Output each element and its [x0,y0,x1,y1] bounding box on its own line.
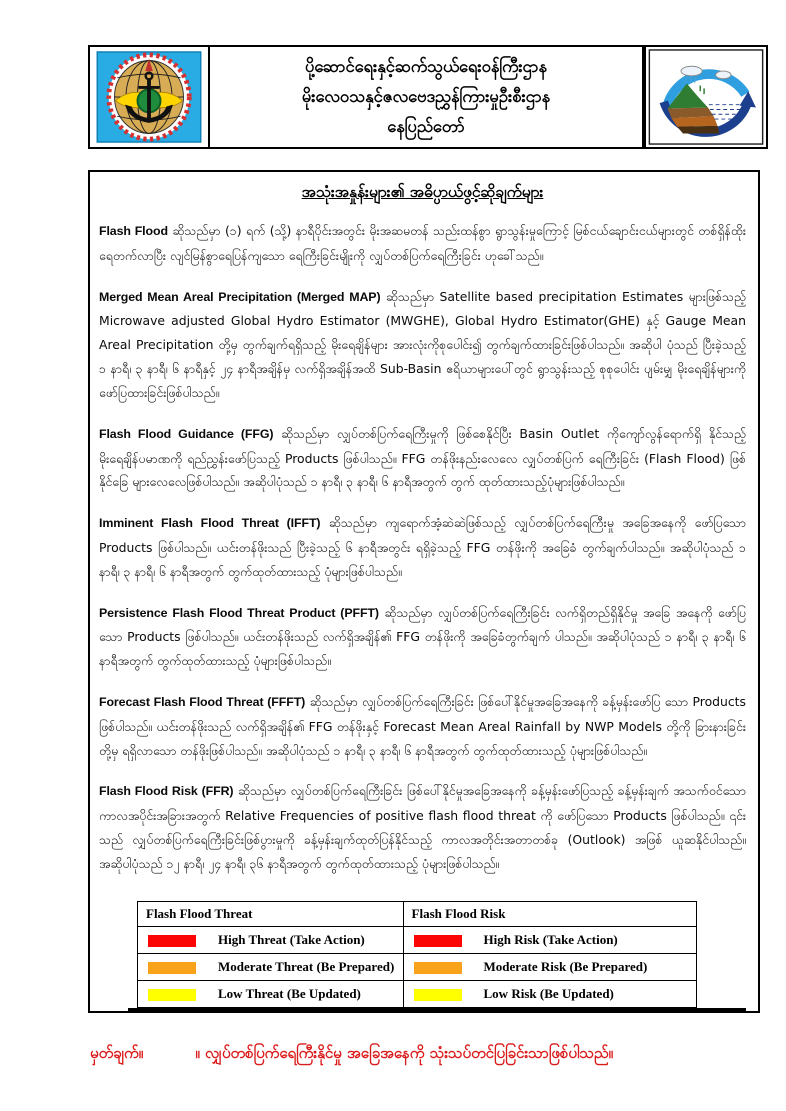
remark-text: ။ လျှပ်တစ်ပြက်ရေကြီးနိုင်မှု အခြေအနေကို သုံးသပ်တင်ပြခြင်းသာဖြစ်ပါသည်။ [195,1044,614,1062]
legend-row-high [138,927,697,954]
dmh-logo [644,45,768,149]
legend-header-threat: Flash Flood Threat [138,902,404,927]
water-cycle-icon [648,49,764,145]
low-threat-color-swatch [148,989,196,1001]
definition-text: ဆိုသည်မှာ (၁) ရက် (သို့) နာရီပိုင်းအတွင်း မိုးအဆမတန် သည်းထန်စွာ ရွာသွန်းမှုကြောင့် မြစ်ငယ်ချောင်းငယ်များတွင် တစ်ရှိန်ထိုးရေတက်လာပြီး လျင်မြန်စွာရေပြန်ကျသော ရေကြီးခြင်းမျိုးကို လျှပ်တစ်ပြက်ရေကြီးခြင်း ဟုခေါ်သည်။ [99,223,746,263]
moderate-risk-label: Moderate Risk (Be Prepared) [483,959,648,975]
high-risk-color-swatch [414,935,462,947]
department-name: မိုးလေဝသနှင့်ဇလဗေဒညွှန်ကြားမှုဦးစီးဌာန [301,87,551,107]
low-risk-label: Low Risk (Be Updated) [483,986,614,1002]
moderate-threat-label: Moderate Threat (Be Prepared) [218,959,395,975]
legend-table-wrap [137,901,697,1008]
term-ffg: Flash Flood Guidance (FFG) [99,426,274,441]
paragraph-ffg [99,422,746,494]
definition-text: ဆိုသည်မှာ လျှပ်တစ်ပြက်ရေကြီးခြင်း ဖြစ်ပေါ်နိုင်မှုအခြေအနေကို ခန့်မှန်းဖော်ပြ သော Products ဖြစ်ပါသည်။ ယင်းတန်ဖိုးသည် လက်ရှိအချိန်၏ FFG တန်ဖိုးနှင့် Forecast Mean Areal Rainfall by NWP Models တို့ကို ခြားနားခြင်းတို့မှ ရရှိလာသော တန်ဖိုးဖြစ်ပါသည်။ အဆိုပါပုံသည် ၁ နာရီ၊ ၃ နာရီ၊ ၆ နာရီအတွက် တွက်ထုတ်ထားသည့် ပုံများဖြစ်ပါသည်။ [99,694,746,758]
legend-header-risk: Flash Flood Risk [403,902,696,927]
paragraph-ffr [99,779,746,875]
definition-text: ဆိုသည်မှာ ကျရောက်အံ့ဆဲဆဲဖြစ်သည့် လျှပ်တစ်ပြက်ရေကြီးမှု အခြေအနေကို ဖော်ပြသော Products ဖြစ်ပါသည်။ ယင်းတန်ဖိုးသည် ပြီးခဲ့သည့် ၆ နာရီအတွင်း ရရှိခဲ့သည့် FFG တန်ဖိုးကို အခြေခံ တွက်ချက်ပါသည်။ အဆိုပါပုံသည် ၁ နာရီ၊ ၃ နာရီ၊ ၆ နာရီအတွက် တွက်ထုတ်ထားသည့် ပုံများဖြစ်ပါသည်။ [99,515,746,579]
bottom-rule [128,1008,746,1013]
high-threat-label: High Threat (Take Action) [218,932,365,948]
paragraph-pfft [99,601,746,673]
term-ffft: Forecast Flash Flood Threat (FFFT) [99,695,306,709]
definitions-text [99,219,746,931]
low-risk-color-swatch [414,989,462,1001]
low-threat-label: Low Threat (Be Updated) [218,986,361,1002]
page-title: အသုံးအနှုန်းများ၏ အဓိပ္ပာယ်ဖွင့်ဆိုချက်များ [301,183,544,201]
paragraph-merged-map [99,285,746,405]
paragraph-flash-flood [99,219,746,268]
moderate-risk-color-swatch [414,962,462,974]
paragraph-ffft [99,690,746,762]
definition-text: ဆိုသည်မှာ Satellite based precipitation Estimates များဖြစ်သည့် Microwave adjusted Global Hydro Estimator (MWGHE), Global Hydro Estimator(GHE) နှင့် Gauge Mean Areal Precipitation တို့မှ တွက်ချက်ရရှိသည့် မိုးရေချိန်များ အားလုံးကိုစုပေါင်း၍ တွက်ချက်ထားခြင်းဖြစ်ပါသည်။ အဆိုပါ ပုံသည် ပြီးခဲ့သည့် ၁ နာရီ၊ ၃ နာရီ၊ ၆ နာရီနှင့် ၂၄ နာရီအချိန်မှ လက်ရှိအချိန်အထိ Sub-Basin ဧရိယာများပေါ်တွင် ရွာသွန်းသည့် စုစုပေါင်း ပျမ်းမျှ မိုးရေချိန်များကို ဖော်ပြထားခြင်းဖြစ်ပါသည်။ [99,288,746,400]
remark-note [90,1042,760,1065]
paragraph-ifft [99,511,746,583]
moderate-threat-color-swatch [148,962,196,974]
letterhead [88,45,768,149]
remark-label: မှတ်ချက်။ [90,1044,144,1062]
term-merged-map: Merged Mean Areal Precipitation (Merged MAP) [99,289,381,304]
high-threat-color-swatch [148,935,196,947]
definition-text: ဆိုသည်မှာ လျှပ်တစ်ပြက်ရေကြီးခြင်း လက်ရှိတည်ရှိနိုင်မှု အခြေ အနေကို ဖော်ပြသော Products ဖြစ်ပါသည်။ ယင်းတန်ဖိုးသည် လက်ရှိအချိန်၏ FFG တန်ဖိုးကို အခြေခံတွက်ချက် ပါသည်။ အဆိုပါပုံသည် ၁ နာရီ၊ ၃ နာရီ၊ ၆ နာရီအတွက် တွက်ထုတ်ထားသည့် ပုံများဖြစ်ပါသည်။ [99,604,746,669]
term-ifft: Imminent Flash Flood Threat (IFFT) [99,516,321,531]
term-flash-flood: Flash Flood [99,224,168,238]
ministry-logo [88,45,210,149]
letterhead-title-block [210,45,644,149]
legend-header-row [138,902,697,927]
high-risk-label: High Risk (Take Action) [483,932,618,948]
city-name: နေပြည်တော် [387,116,465,136]
definition-text: ဆိုသည်မှာ လျှပ်တစ်ပြက်ရေကြီးမှုကို ဖြစ်စေနိုင်ပြီး Basin Outlet ကိုကျော်လွန်ရောက်ရှိ နိုင်သည့် မိုးရေချိန်ပမာဏကို ရည်ညွှန်းဖော်ပြသည့် Products ဖြစ်ပါသည်။ FFG တန်ဖိုးနည်းလေလေ လျှပ်တစ်ပြက် ရေကြီးခြင်း (Flash Flood) ဖြစ်နိုင်ခြေ များလေလေဖြစ်ပါသည်။ အဆိုပါပုံသည် ၁ နာရီ၊ ၃ နာရီ၊ ၆ နာရီအတွက် တွက် ထုတ်ထားသည့်ပုံများဖြစ်ပါသည်။ [99,425,746,490]
ministry-name: ပို့ဆောင်ရေးနှင့်ဆက်သွယ်ရေးဝန်ကြီးဌာန [305,57,547,77]
term-ffr: Flash Flood Risk (FFR) [99,784,234,799]
threat-risk-legend-table [137,901,697,1008]
legend-row-low [138,981,697,1008]
legend-row-moderate [138,954,697,981]
term-pfft: Persistence Flash Flood Threat Product (PFFT) [99,605,379,620]
definitions-section [88,170,760,1013]
ministry-emblem-icon [94,51,204,143]
definition-text: ဆိုသည်မှာ လျှပ်တစ်ပြက်ရေကြီးခြင်း ဖြစ်ပေါ်နိုင်မှုအခြေအနေကို ခန့်မှန်းဖော်ပြသည့် ခန့်မှန်းချက် အသက်ဝင်သော ကာလအပိုင်းအခြားအတွက် Relative Frequencies of positive flash flood threat ကို ဖော်ပြသော Products ဖြစ်ပါသည်။ ၎င်းသည် လျှပ်တစ်ပြက်ရေကြီးခြင်းဖြစ်ပွားမှုကို ခန့်မှန်းချက်ထုတ်ပြန်နိုင်သည့် ကာလအတိုင်းအတာတစ်ခု (Outlook) အဖြစ် ယူဆနိုင်ပါသည်။ အဆိုပါပုံသည် ၁၂ နာရီ၊ ၂၄ နာရီ၊ ၃၆ နာရီအတွက် တွက်ထုတ်ထားသည့် ပုံများဖြစ်ပါသည်။ [99,783,746,871]
